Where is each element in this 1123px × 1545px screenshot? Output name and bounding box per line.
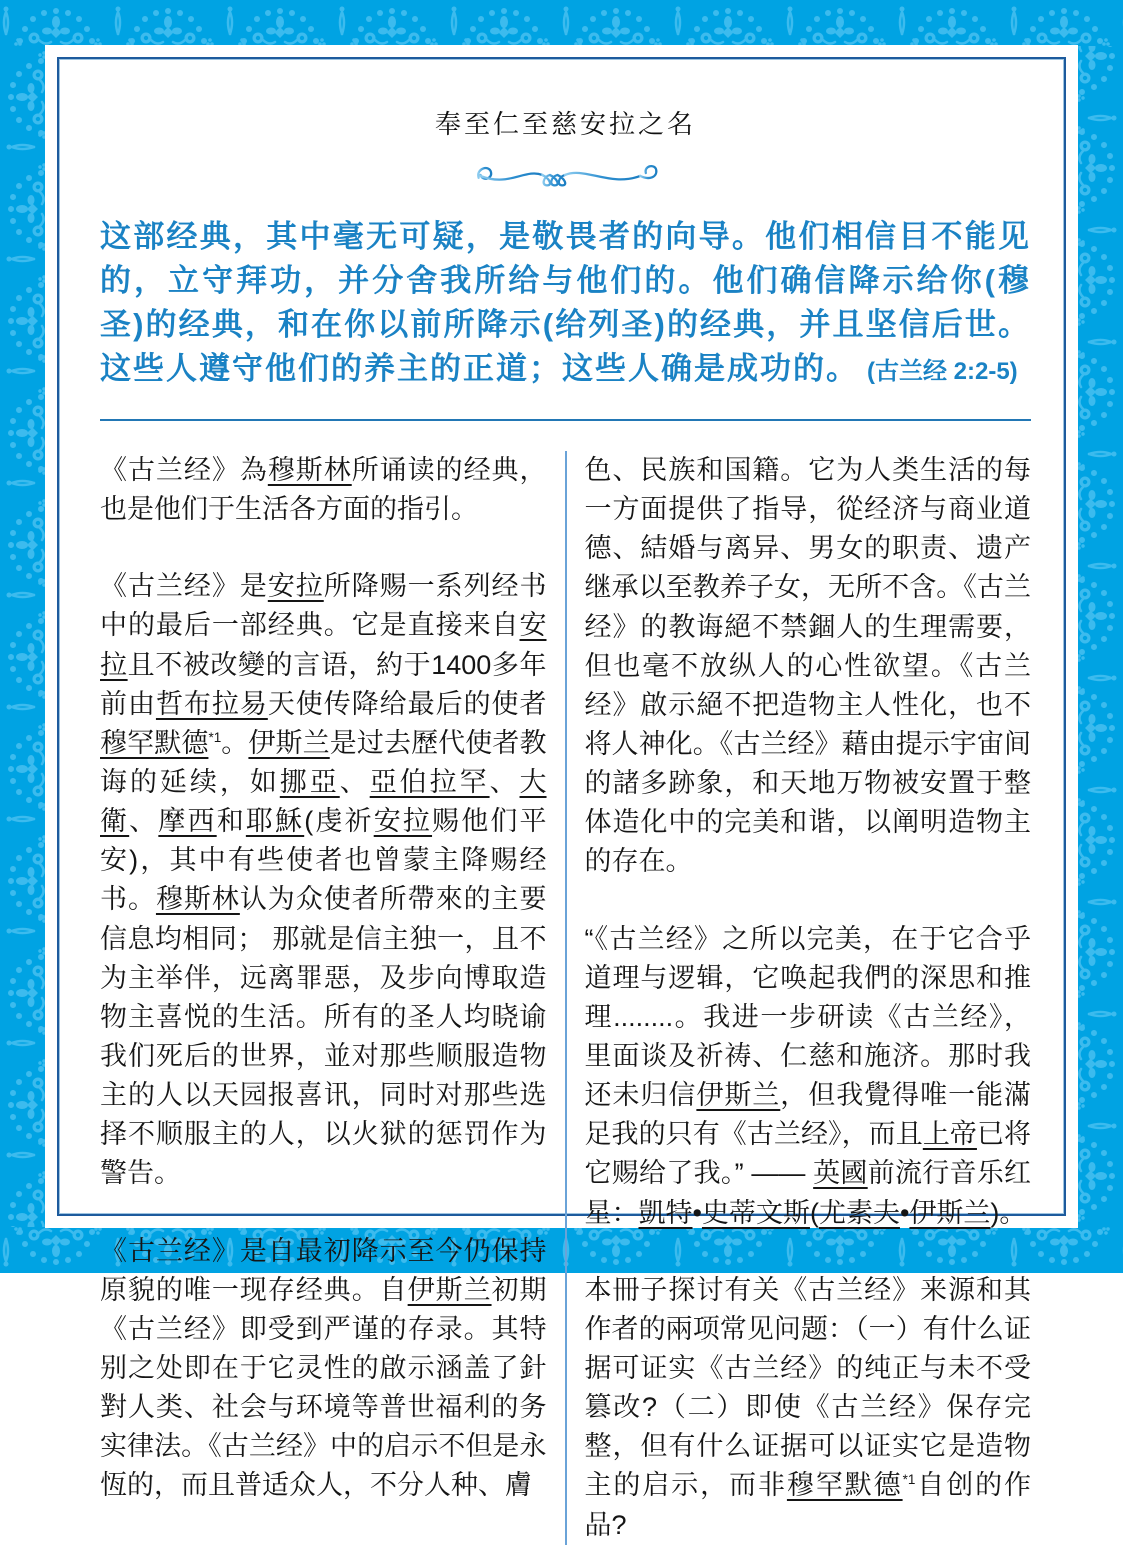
paragraph: 《古兰经》為穆斯林所诵读的经典，也是他们于生活各方面的指引。 [100,455,547,525]
paragraph: 《古兰经》是自最初降示至今仍保持原貌的唯一现存经典。自伊斯兰初期《古兰经》即受到严谨的存录。其特别之处即在于它灵性的啟示涵盖了針對人类、社会与环境等普世福利的务实律法。《古兰经》中的启示不但是永恆的，而且普适众人，不分人种、膚 [100,1235,547,1501]
quran-quote [100,215,1031,391]
section-divider-rule [100,419,1031,421]
left-column [100,451,547,1545]
paragraph: 本冊子探讨有关《古兰经》来源和其作者的兩项常见问题：（一）有什么证据可证实《古兰经》的纯正与未不受篡改?（二）即使《古兰经》保存完整，但有什么证据可以证实它是造物主的启示，而非穆罕默德$^{*1}$自创的作品? [584,1274,1032,1540]
two-column-body [100,451,1031,1545]
paragraph: 《古兰经》是安拉所降赐一系列经书中的最后一部经典。它是直接来自安拉且不被改變的言语，約于1400多年前由哲布拉易天使传降给最后的使者穆罕默德$^{*1}$。伊斯兰是过去歷代使者教诲的延续，如挪亞、亞伯拉罕、大衛、摩西和耶穌(虔祈安拉赐他们平安)，其中有些使者也曾蒙主降赐经书。穆斯林认为众使者所帶來的主要信息均相同； 那就是信主独一，且不为主举伴，远离罪惡，及步向博取造物主喜悦的生活。所有的圣人均晓谕我们死后的世界，並对那些顺服造物主的人以天园报喜讯，同时对那些选择不顺服主的人，以火狱的惩罚作为警告。 [100,571,547,1189]
paragraph: “《古兰经》之所以完美，在于它合乎道理与逻辑，它唤起我們的深思和推理........。我进一步研读《古兰经》，里面谈及祈祷、仁慈和施济。那时我还未归信伊斯兰，但我覺得唯一能滿足我的只有《古兰经》，而且上帝已将它赐给了我。” —— 英國前流行音乐红星：凱特•史蒂文斯(尤素夫•伊斯兰)。 [584,923,1032,1228]
quote-text: 这部经典，其中毫无可疑，是敬畏者的向导。他们相信目不能见的，立守拜功，并分舍我所给与他们的。他们确信降示给你(穆圣)的经典，和在你以前所降示(给列圣)的经典，并且坚信后世。这些人遵守他们的养主的正道；这些人确是成功的。 [100,219,1031,387]
right-column [585,451,1032,1545]
flourish-divider-icon [466,155,666,193]
paragraph: 色、民族和国籍。它为人类生活的每一方面提供了指导，從经济与商业道德、結婚与离异、男女的职责、遗产继承以至教养子女，无所不含。《古兰经》的教诲絕不禁錮人的生理需要，但也毫不放纵人的心性欲望。《古兰经》啟示絕不把造物主人性化，也不将人神化。《古兰经》藉由提示宇宙间的諸多跡象，和天地万物被安置于整体造化中的完美和谐，以阐明造物主的存在。 [584,455,1031,877]
page-content [100,60,1032,1540]
column-divider [565,451,567,1545]
quote-citation: (古兰经 2:2-5) [867,358,1018,386]
bismillah-heading: 奉至仁至慈安拉之名 [434,109,696,139]
